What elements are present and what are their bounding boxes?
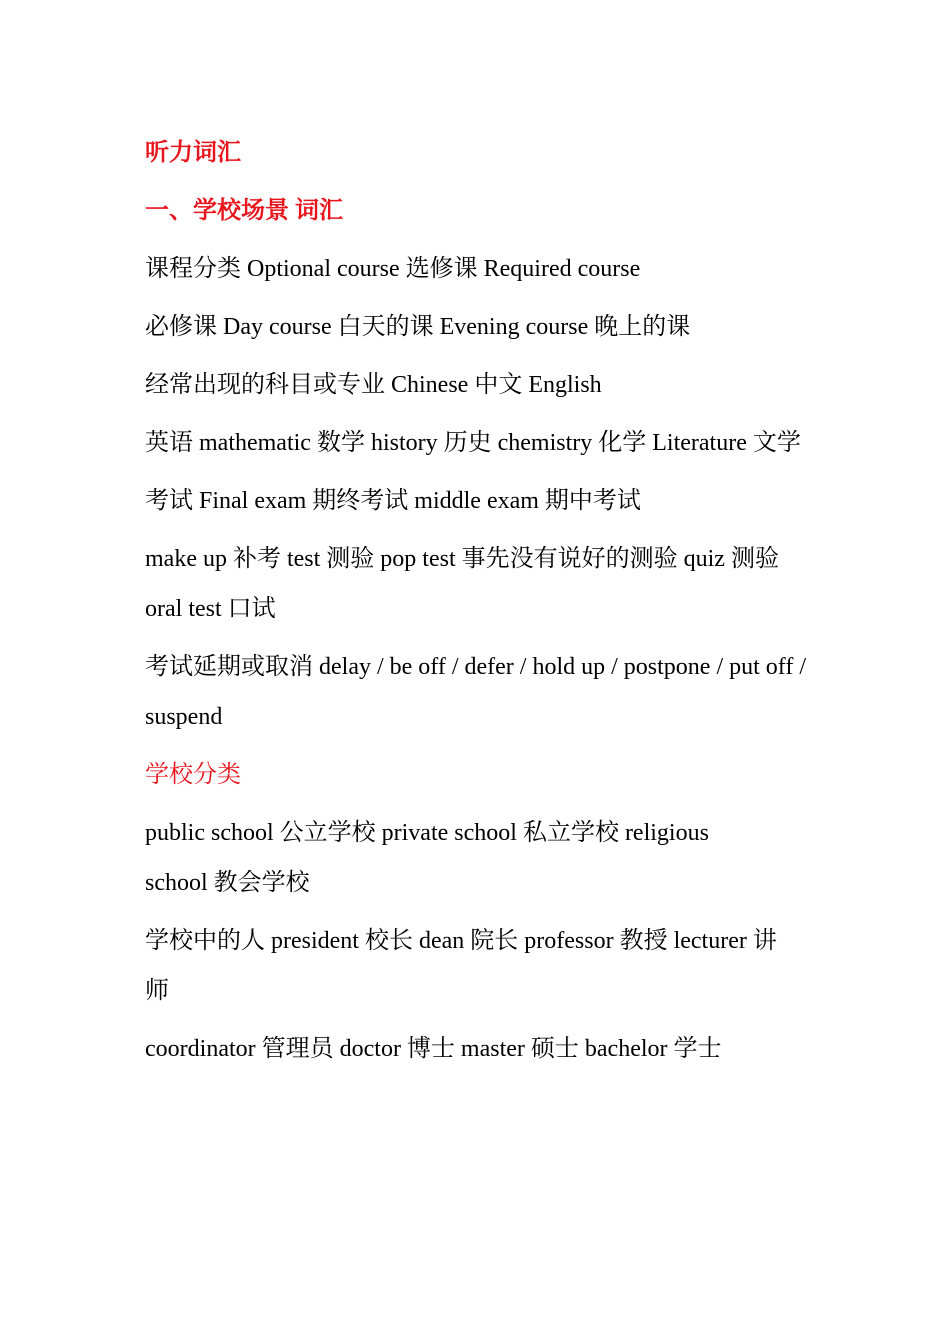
paragraph-subjects-continued: 英语 mathematic 数学 history 历史 chemistry 化学 Literature 文学 bbox=[145, 430, 801, 456]
paragraph-school-types: public school 公立学校 private school 私立学校 religious school 教会学校 bbox=[145, 820, 709, 896]
paragraph-school-people: 学校中的人 president 校长 dean 院长 professor 教授 lecturer 讲师 bbox=[145, 928, 777, 1004]
paragraph-exam-delay: 考试延期或取消 delay / be off / defer / hold up / postpone / put off / suspend bbox=[145, 654, 807, 730]
section-heading: 一、学校场景 词汇 bbox=[145, 198, 343, 224]
document-title: 听力词汇 bbox=[145, 140, 241, 166]
paragraph-course-types: 课程分类 Optional course 选修课 Required course bbox=[145, 256, 641, 282]
paragraph-subjects: 经常出现的科目或专业 Chinese 中文 English bbox=[145, 372, 602, 398]
school-types-subheading: 学校分类 bbox=[145, 762, 241, 788]
paragraph-degrees: coordinator 管理员 doctor 博士 master 硕士 bachelor 学士 bbox=[145, 1036, 722, 1062]
paragraph-course-times: 必修课 Day course 白天的课 Evening course 晚上的课 bbox=[145, 314, 691, 340]
paragraph-exams: 考试 Final exam 期终考试 middle exam 期中考试 bbox=[145, 488, 641, 514]
document-body bbox=[145, 128, 810, 1082]
paragraph-tests: make up 补考 test 测验 pop test 事先没有说好的测验 quiz 测验 oral test 口试 bbox=[145, 546, 779, 622]
